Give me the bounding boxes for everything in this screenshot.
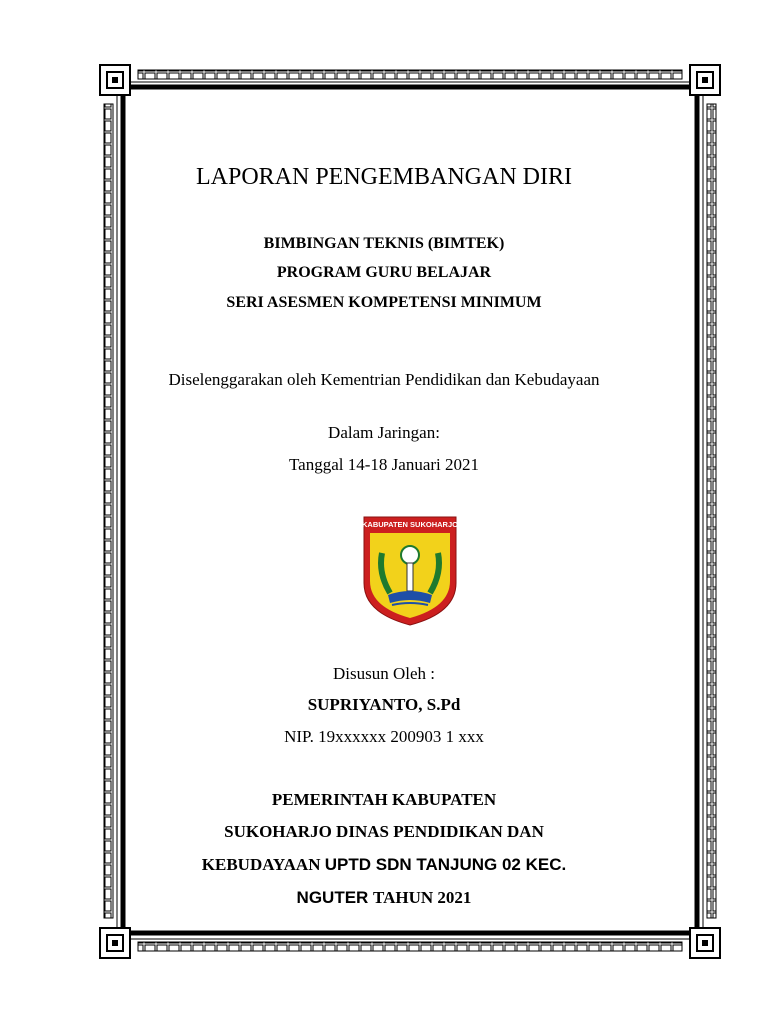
- border-outer-line: [117, 82, 703, 939]
- organizer-text: Diselenggarakan oleh Kementrian Pendidikan dan Kebudayaan: [168, 370, 600, 389]
- border-bottom-chain: [138, 942, 682, 951]
- corner-ornament-top-right: [690, 65, 720, 95]
- compiled-by-label: Disusun Oleh :: [333, 664, 435, 683]
- corner-ornament-top-left: [100, 65, 130, 95]
- author-name: SUPRIYANTO, S.Pd: [307, 695, 461, 714]
- subtitle-line-3: SERI ASESMEN KOMPETENSI MINIMUM: [226, 294, 542, 311]
- sukoharjo-emblem: [360, 513, 460, 628]
- government-line-4: [0, 888, 768, 908]
- government-line-4-sans: NGUTER: [296, 888, 374, 907]
- government-line-1: PEMERINTAH KABUPATEN: [271, 790, 497, 809]
- subtitle-line-2: PROGRAM GURU BELAJAR: [276, 264, 492, 281]
- author-nip: NIP. 19xxxxxx 200903 1 xxx: [284, 727, 484, 746]
- date-text: Tanggal 14-18 Januari 2021: [288, 455, 479, 474]
- government-line-3-sans: UPTD SDN TANJUNG 02 KEC.: [324, 855, 567, 874]
- government-line-2: SUKOHARJO DINAS PENDIDIKAN DAN: [224, 822, 544, 841]
- mode-text: Dalam Jaringan:: [328, 423, 440, 442]
- subtitle-line-1: BIMBINGAN TEKNIS (BIMTEK): [263, 235, 505, 252]
- corner-ornament-bottom-left: [100, 928, 130, 958]
- government-line-3: [0, 855, 768, 875]
- border-top-chain: [138, 70, 682, 79]
- corner-ornament-bottom-right: [690, 928, 720, 958]
- document-title: LAPORAN PENGEMBANGAN DIRI: [195, 164, 572, 190]
- government-line-3-serif: KEBUDAYAAN: [201, 855, 325, 874]
- emblem-label: KABUPATEN SUKOHARJO: [362, 520, 458, 529]
- government-line-4-serif: TAHUN 2021: [373, 888, 472, 907]
